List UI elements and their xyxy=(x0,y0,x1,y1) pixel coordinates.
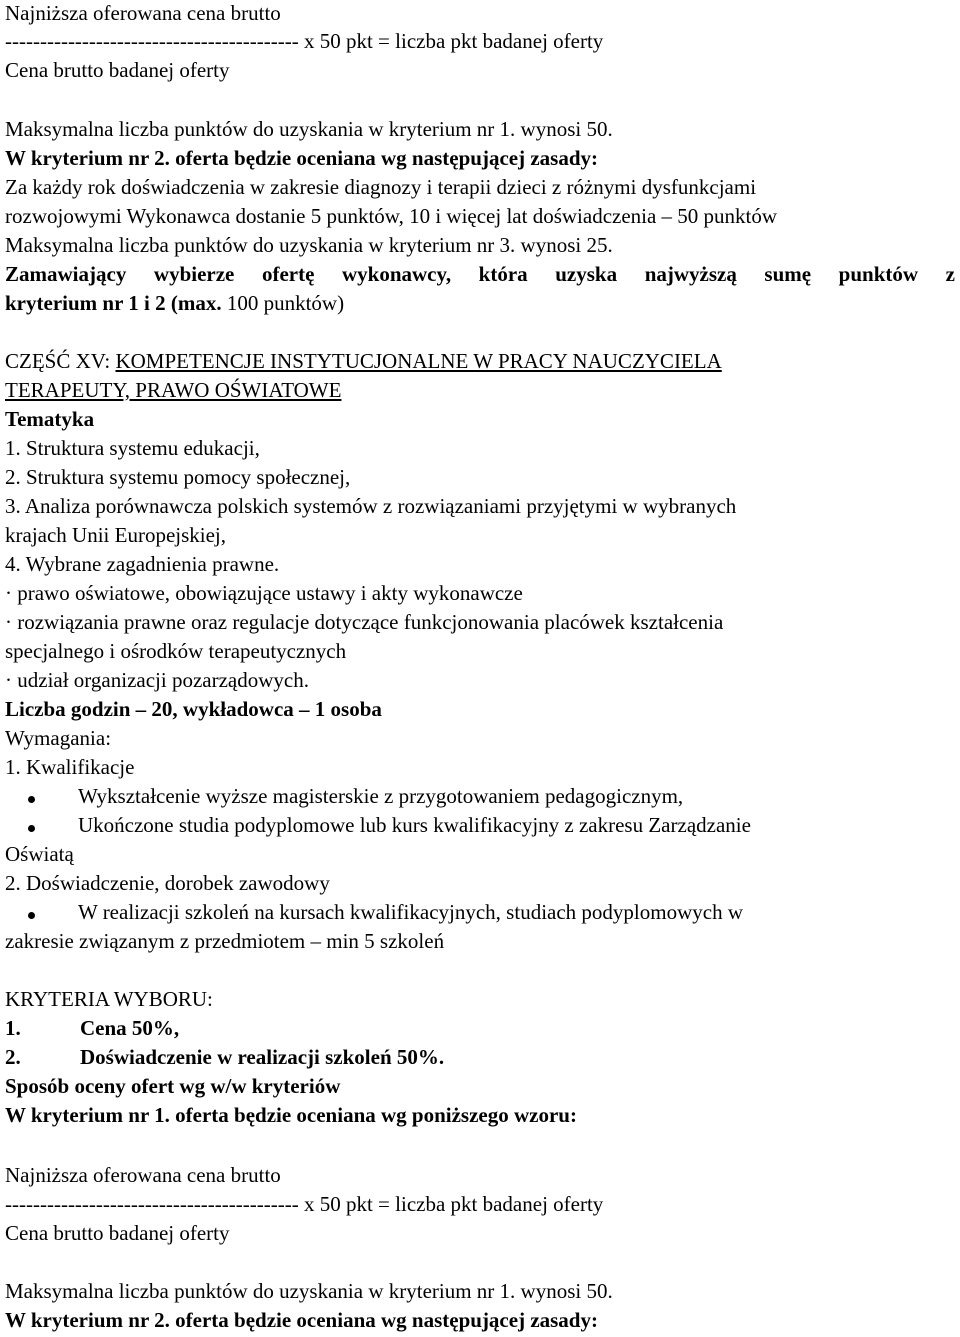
selection-sentence-line-1 xyxy=(5,261,955,287)
criterion-2-heading xyxy=(5,145,598,171)
selection-word: wybierze xyxy=(153,262,235,286)
criterion-label: Cena 50%, xyxy=(80,1016,180,1040)
bullet-icon xyxy=(28,796,35,803)
topic-4: 4. Wybrane zagadnienia prawne. xyxy=(5,552,280,576)
topic-1: 1. Struktura systemu edukacji, xyxy=(5,436,260,460)
part-title-2: TERAPEUTY, PRAWO OŚWIATOWE xyxy=(5,378,342,402)
criteria-header: KRYTERIA WYBORU: xyxy=(5,987,213,1011)
subtopic-1: · prawo oświatowe, obowiązujące ustawy i akty wykonawcze xyxy=(5,581,523,605)
qualifications-label: 1. Kwalifikacje xyxy=(5,755,135,779)
selection-word: z xyxy=(945,262,955,286)
criterion-2-rest: oferta będzie oceniana wg następującej zasady: xyxy=(169,146,598,170)
selection-sentence-line-2 xyxy=(5,290,344,316)
criterion-label: Doświadczenie w realizacji szkoleń 50%. xyxy=(80,1045,445,1069)
topic-3: 3. Analiza porównawcza polskich systemów z rozwiązaniami przyjętymi w wybranych xyxy=(5,494,737,518)
topics-heading: Tematyka xyxy=(5,407,95,431)
experience-label: 2. Doświadczenie, dorobek zawodowy xyxy=(5,871,330,895)
max-points-criterion-3: Maksymalna liczba punktów do uzyskania w kryterium nr 3. wynosi 25. xyxy=(5,233,613,257)
bullet-icon xyxy=(28,912,35,919)
selection-word: Zamawiający xyxy=(5,262,127,286)
formula-dashes: ------------------------------------------ xyxy=(5,1192,299,1216)
formula-line xyxy=(5,1191,603,1217)
criterion-2-desc-line-2: rozwojowymi Wykonawca dostanie 5 punktów, 10 i więcej lat doświadczenia – 50 punktów xyxy=(5,204,778,228)
hours-and-lecturer: Liczba godzin – 20, wykładowca – 1 osoba xyxy=(5,697,382,721)
part-prefix: CZĘŚĆ XV: xyxy=(5,349,116,373)
max-points-criterion-1: Maksymalna liczba punktów do uzyskania w kryterium nr 1. wynosi 50. xyxy=(5,117,613,141)
formula-line xyxy=(5,28,603,54)
bullet-icon xyxy=(28,825,35,832)
criterion-2-desc-line-1: Za każdy rok doświadczenia w zakresie diagnozy i terapii dzieci z różnymi dysfunkcjami xyxy=(5,175,757,199)
experience-1-cont: zakresie związanym z przedmiotem – min 5 szkoleń xyxy=(5,929,445,953)
subtopic-2: · rozwiązania prawne oraz regulacje dotyczące funkcjonowania placówek kształcenia xyxy=(5,610,724,634)
experience-1: W realizacji szkoleń na kursach kwalifikacyjnych, studiach podyplomowych w xyxy=(78,900,743,924)
criterion-experience xyxy=(5,1044,444,1070)
selection-bold: kryterium nr 1 i 2 (max. xyxy=(5,291,227,315)
formula-result: x 50 pkt = liczba pkt badanej oferty xyxy=(298,1192,604,1216)
qualification-2-cont: Oświatą xyxy=(5,842,74,866)
selection-rest: 100 punktów) xyxy=(226,291,345,315)
criterion-price xyxy=(5,1015,179,1041)
criterion-number: 1. xyxy=(5,1016,21,1040)
criterion-number: 2. xyxy=(5,1045,21,1069)
qualification-2: Ukończone studia podyplomowe lub kurs kwalifikacyjny z zakresu Zarządzanie xyxy=(78,813,751,837)
formula-dashes: ------------------------------------------ xyxy=(5,29,299,53)
selection-word: wykonawcy, xyxy=(341,262,452,286)
qualification-1: Wykształcenie wyższe magisterskie z przygotowaniem pedagogicznym, xyxy=(78,784,684,808)
part-heading xyxy=(5,348,722,374)
topic-3-cont: krajach Unii Europejskiej, xyxy=(5,523,227,547)
selection-word: najwyższą xyxy=(644,262,737,286)
criterion-2-heading: W kryterium nr 2. oferta będzie oceniana wg następującej zasady: xyxy=(5,1308,598,1332)
formula-denominator: Cena brutto badanej oferty xyxy=(5,58,230,82)
requirements-label: Wymagania: xyxy=(5,726,112,750)
formula-numerator: Najniższa oferowana cena brutto xyxy=(5,1,281,25)
selection-word: uzyska xyxy=(555,262,618,286)
criterion-2-prefix: W kryterium nr 2. xyxy=(5,146,170,170)
selection-word: która xyxy=(478,262,528,286)
evaluation-method: Sposób oceny ofert wg w/w kryteriów xyxy=(5,1074,341,1098)
topic-2: 2. Struktura systemu pomocy społecznej, xyxy=(5,465,351,489)
formula-result: x 50 pkt = liczba pkt badanej oferty xyxy=(298,29,604,53)
subtopic-2-cont: specjalnego i ośrodków terapeutycznych xyxy=(5,639,347,663)
part-title-1: KOMPETENCJE INSTYTUCJONALNE W PRACY NAUCZYCIELA xyxy=(115,349,722,373)
selection-word: punktów xyxy=(838,262,919,286)
selection-word: ofertę xyxy=(261,262,315,286)
subtopic-3: · udział organizacji pozarządowych. xyxy=(5,668,309,692)
selection-word: sumę xyxy=(764,262,812,286)
max-points-criterion-1: Maksymalna liczba punktów do uzyskania w kryterium nr 1. wynosi 50. xyxy=(5,1279,613,1303)
criterion-1-heading: W kryterium nr 1. oferta będzie oceniana wg poniższego wzoru: xyxy=(5,1103,577,1127)
formula-numerator: Najniższa oferowana cena brutto xyxy=(5,1163,281,1187)
formula-denominator: Cena brutto badanej oferty xyxy=(5,1221,230,1245)
